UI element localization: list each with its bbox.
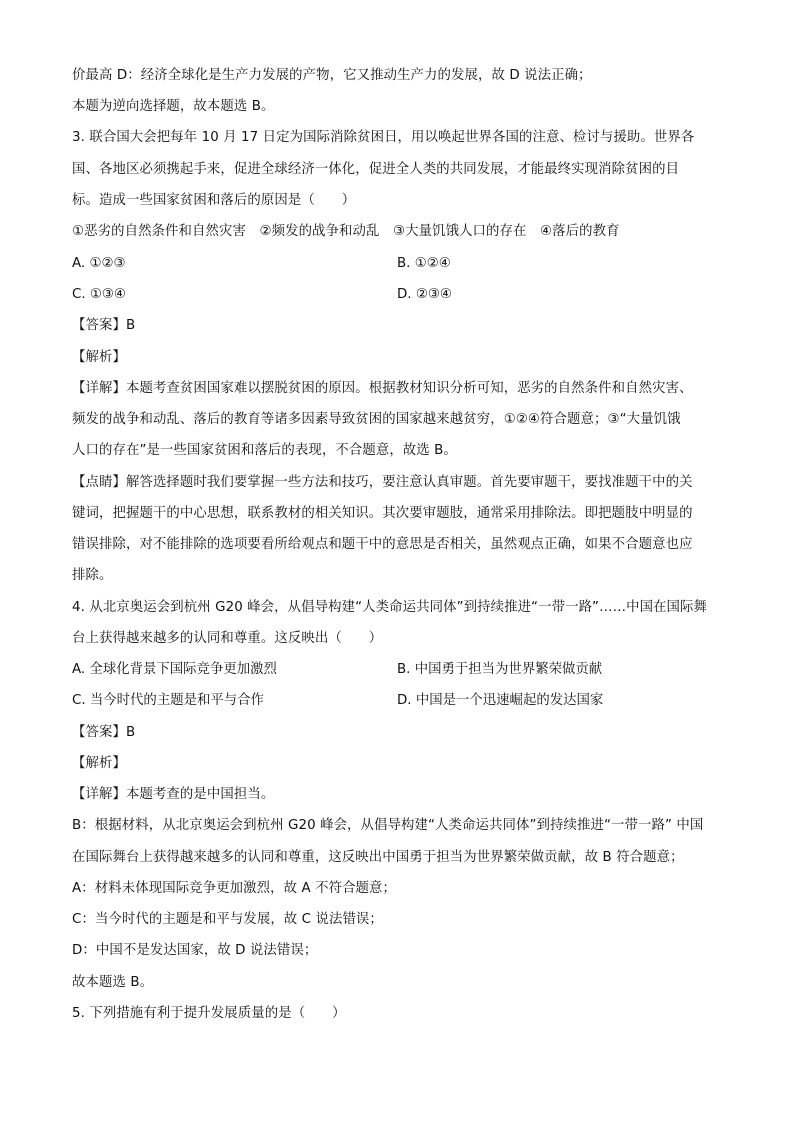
q3-option-b: B. ①②④ (397, 256, 451, 271)
text-line: B：根据材料，从北京奥运会到杭州 G20 峰会，从倡导构建“人类命运共同体”到持续推进“一带一路” 中国 (72, 818, 704, 833)
text-line: 在国际舞台上获得越来越多的认同和尊重，这反映出中国勇于担当为世界繁荣做贡献，故 B 符合题意； (72, 850, 684, 865)
q4-option-b: B. 中国勇于担当为世界繁荣做贡献 (397, 662, 603, 677)
question-5-stem: 5. 下列措施有利于提升发展质量的是（ ） (72, 1006, 346, 1021)
text-line: 错误排除，对不能排除的选项要看所给观点和题干中的意思是否相关，虽然观点正确，如果不合题意也应 (72, 537, 693, 552)
question-3-stem: 3. 联合国大会把每年 10 月 17 日定为国际消除贫困日，用以唤起世界各国的注意、检讨与援助。世界各 (72, 130, 695, 145)
text-line: 键词，把握题干的中心思想，联系教材的相关知识。其次要审题肢，通常采用排除法。即把题肢中明显的 (72, 506, 693, 521)
detail-text: 【详解】本题考查的是中国担当。 (72, 787, 275, 802)
text-line: 价最高 D：经济全球化是生产力发展的产物，它又推动生产力的发展，故 D 说法正确； (72, 68, 592, 83)
q4-option-a: A. 全球化背景下国际竞争更加激烈 (72, 662, 277, 677)
text-line: 频发的战争和动乱、落后的教育等诸多因素导致贫困的国家越来越贫穷，①②④符合题意；③“大量饥饿 (72, 412, 681, 427)
q3-option-c: C. ①③④ (72, 287, 126, 302)
analysis-label: 【解析】 (72, 350, 126, 365)
text-line: 台上获得越来越多的认同和尊重。这反映出（ ） (72, 631, 383, 646)
q3-option-d: D. ②③④ (397, 287, 452, 302)
question-4-stem: 4. 从北京奥运会到杭州 G20 峰会，从倡导构建“人类命运共同体”到持续推进“一带一路”……中国在国际舞 (72, 600, 708, 615)
text-line: 排除。 (72, 568, 113, 583)
text-line: A：材料未体现国际竞争更加激烈，故 A 不符合题意； (72, 881, 397, 896)
analysis-label: 【解析】 (72, 756, 126, 771)
text-line: 人口的存在”是一些国家贫困和落后的表现，不合题意，故选 B。 (72, 443, 457, 458)
tip-text: 【点睛】解答选择题时我们要掌握一些方法和技巧，要注意认真审题。首先要审题干，要找准题干中的关 (72, 475, 693, 490)
text-line: C：当今时代的主题是和平与发展，故 C 说法错误； (72, 912, 383, 927)
q4-option-c: C. 当今时代的主题是和平与合作 (72, 693, 264, 708)
detail-text: 【详解】本题考查贫困国家难以摆脱贫困的原因。根据教材知识分析可知，恶劣的自然条件和自然灾害、 (72, 381, 693, 396)
answer-label: 【答案】B (72, 725, 136, 740)
text-line: 本题为逆向选择题，故本题选 B。 (72, 99, 275, 114)
answer-label: 【答案】B (72, 318, 136, 333)
text-line: D：中国不是发达国家，故 D 说法错误； (72, 943, 318, 958)
text-line: 故本题选 B。 (72, 975, 154, 990)
text-line: 国、各地区必须携起手来，促进全球经济一体化，促进全人类的共同发展，才能最终实现消除贫困的目 (72, 162, 680, 177)
q3-option-a: A. ①②③ (72, 256, 126, 271)
q4-option-d: D. 中国是一个迅速崛起的发达国家 (397, 693, 604, 708)
question-3-items: ①恶劣的自然条件和自然灾害 ②频发的战争和动乱 ③大量饥饿人口的存在 ④落后的教育 (72, 224, 620, 239)
text-line: 标。造成一些国家贫困和落后的原因是（ ） (72, 193, 356, 208)
